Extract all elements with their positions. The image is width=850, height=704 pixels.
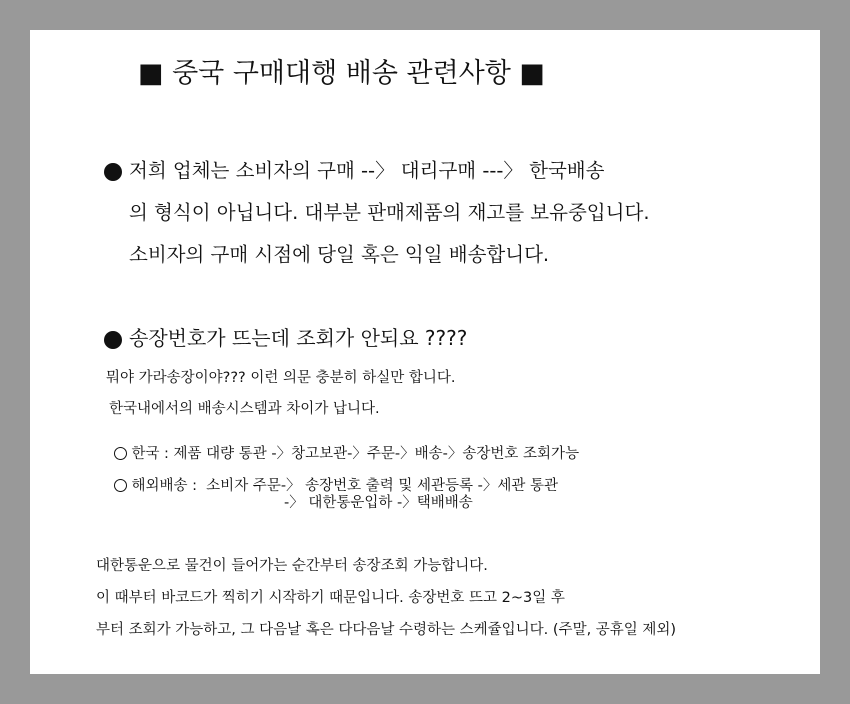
section3-line: 대한통운으로 물건이 들어가는 순간부터 송장조회 가능합니다. (96, 558, 488, 574)
section2-heading: 송장번호가 뜨는데 조회가 안되요 ???? (129, 326, 468, 350)
section2-line: 한국내에서의 배송시스템과 차이가 납니다. (109, 401, 380, 417)
bullet-icon (104, 331, 122, 349)
bullet-icon (104, 163, 122, 181)
section2-line: 뭐야 가라송장이야??? 이런 의문 충분히 하실만 합니다. (106, 370, 456, 386)
circle-icon (114, 447, 127, 460)
section1-line: 의 형식이 아닙니다. 대부분 판매제품의 재고를 보유중입니다. (129, 201, 650, 224)
notice-sheet (30, 30, 820, 674)
section2-item-text: 해외배송 : 소비자 주문-〉 송장번호 출력 및 세관등록 -〉세관 통관 (131, 477, 559, 494)
section2-line: -〉 대한통운입하 -〉택배배송 (284, 495, 473, 511)
section2-item-text: 한국 : 제품 대량 통관 -〉창고보관-〉주문-〉배송-〉송장번호 조회가능 (131, 445, 580, 462)
section3-line: 부터 조회가 가능하고, 그 다음날 혹은 다다음날 수령하는 스케쥴입니다. (주말, 공휴일 제외) (96, 622, 677, 638)
section3-line: 이 때부터 바코드가 찍히기 시작하기 때문입니다. 송장번호 뜨고 2~3일 후 (96, 590, 565, 606)
section1-line: 소비자의 구매 시점에 당일 혹은 익일 배송합니다. (129, 243, 550, 266)
section1-line: 저희 업체는 소비자의 구매 --〉 대리구매 ---〉 한국배송 (129, 159, 605, 182)
circle-icon (114, 479, 127, 492)
page-title: ■ 중국 구매대행 배송 관련사항 ■ (138, 58, 545, 89)
